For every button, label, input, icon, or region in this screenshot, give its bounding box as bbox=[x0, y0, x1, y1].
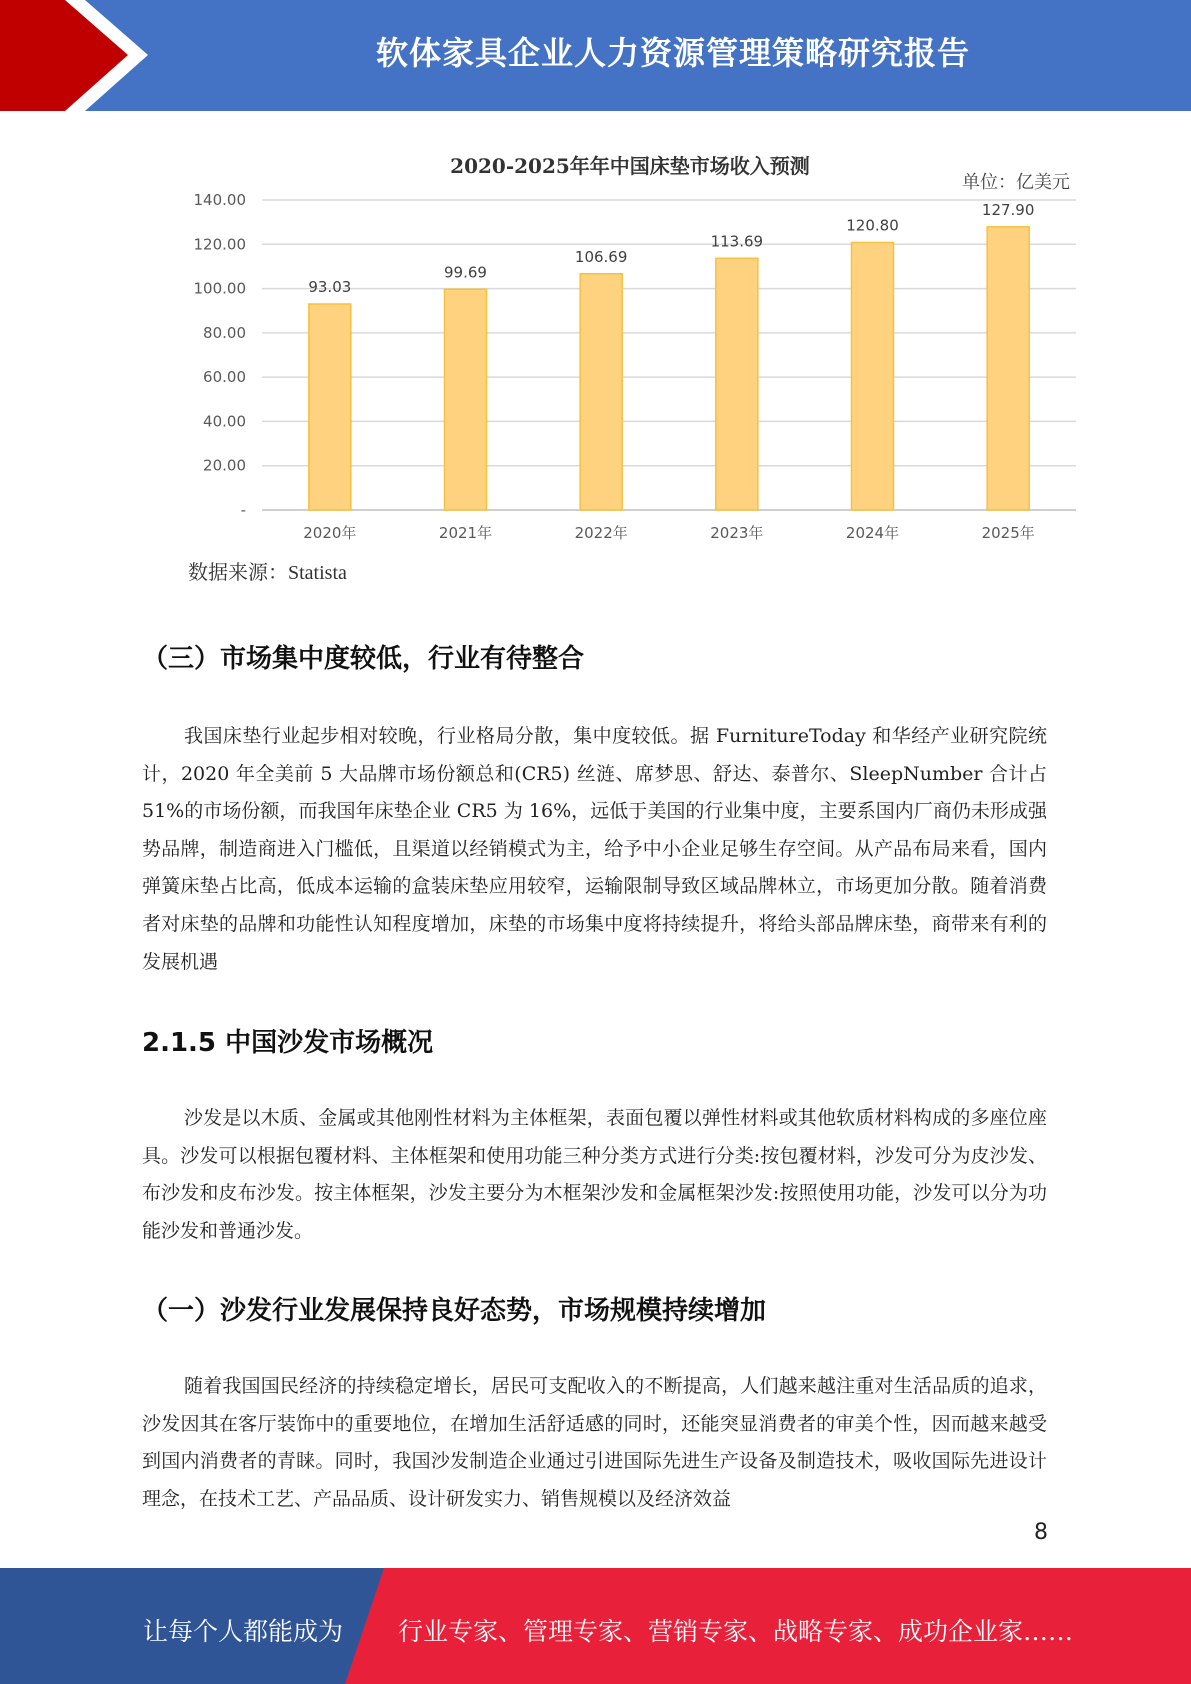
section-heading-sofa-overview: 2.1.5 中国沙发市场概况 bbox=[142, 1028, 434, 1058]
data-source: 数据来源：Statista bbox=[188, 562, 347, 584]
bar bbox=[987, 227, 1029, 510]
page-number: 8 bbox=[1034, 1520, 1048, 1545]
bar bbox=[716, 258, 758, 510]
data-label: 99.69 bbox=[444, 263, 487, 282]
data-label: 127.90 bbox=[981, 200, 1035, 219]
page-header bbox=[0, 0, 1191, 111]
paragraph-sofa-overview: 沙发是以木质、金属或其他刚性材料为主体框架，表面包覆以弹性材料或其他软质材料构成的多座位座具。沙发可以根据包覆材料、主体框架和使用功能三种分类方式进行分类:按包覆材料，沙发可分为皮沙发、布沙发和皮布沙发。按主体框架，沙发主要分为木框架沙发和金属框架沙发:按照使用功能，沙发可以分为功能沙发和普通沙发。 bbox=[142, 1107, 1047, 1242]
section-heading-sofa-industry: （一）沙发行业发展保持良好态势，市场规模持续增加 bbox=[142, 1296, 767, 1326]
x-tick-label: 2025年 bbox=[981, 524, 1035, 542]
report-title: 软体家具企业人力资源管理策略研究报告 bbox=[375, 34, 970, 72]
x-tick-label: 2023年 bbox=[710, 524, 764, 542]
x-tick-label: 2024年 bbox=[845, 524, 900, 542]
bar-chart bbox=[180, 140, 1080, 570]
data-label: 93.03 bbox=[308, 278, 352, 297]
bar bbox=[309, 304, 351, 510]
page-footer bbox=[0, 1568, 1191, 1684]
chart-title: 2020-2025年年中国床垫市场收入预测 bbox=[450, 154, 810, 178]
bar bbox=[445, 289, 487, 510]
y-tick-label: 40.00 bbox=[203, 412, 246, 431]
bar bbox=[852, 243, 894, 510]
x-tick-label: 2021年 bbox=[438, 524, 493, 542]
bar bbox=[580, 274, 622, 510]
paragraph-market-concentration: 我国床垫行业起步相对较晚，行业格局分散，集中度较低。据 FurnitureToday 和华经产业研究院统计，2020 年全美前 5 大品牌市场份额总和(CR5) 丝涟、席梦思、舒达、泰普尔、SleepNumber 合计占 51%的市场份额，而我国年床垫企业 CR5 为 16%，远低于美国的行业集中度，主要系国内厂商仍未形成强势品牌，制造商进入门槛低，且渠道以经销模式为主，给予中小企业足够生存空间。从产品布局来看，国内弹簧床垫占比高，低成本运输的盒装床垫应用较窄，运输限制导致区域品牌林立，市场更加分散。随着消费者对床垫的品牌和功能性认知程度增加，床垫的市场集中度将持续提升，将给头部品牌床垫，商带来有利的发展机遇 bbox=[142, 725, 1047, 973]
chart-plot bbox=[180, 140, 1080, 570]
chart-unit-label: 单位：亿美元 bbox=[962, 172, 1070, 193]
y-tick-label: 140.00 bbox=[193, 191, 246, 209]
section-heading-market-concentration: （三）市场集中度较低，行业有待整合 bbox=[142, 644, 585, 674]
y-tick-label: 120.00 bbox=[193, 235, 246, 254]
y-tick-label: 20.00 bbox=[203, 456, 246, 475]
data-label: 120.80 bbox=[846, 216, 899, 235]
x-tick-label: 2020年 bbox=[303, 524, 357, 542]
paragraph-sofa-industry: 随着我国国民经济的持续稳定增长，居民可支配收入的不断提高，人们越来越注重对生活品质的追求，沙发因其在客厅装饰中的重要地位，在增加生活舒适感的同时，还能突显消费者的审美个性，因而越来越受到国内消费者的青睐。同时，我国沙发制造企业通过引进国际先进生产设备及制造技术，吸收国际先进设计理念，在技术工艺、产品品质、设计研发实力、销售规模以及经济效益 bbox=[142, 1375, 1047, 1510]
data-label: 113.69 bbox=[710, 232, 764, 251]
y-tick-label: 80.00 bbox=[203, 323, 246, 342]
data-label: 106.69 bbox=[574, 247, 628, 266]
y-tick-label: 60.00 bbox=[203, 368, 246, 387]
footer-slogan-left: 让每个人都能成为 bbox=[143, 1617, 344, 1646]
x-tick-label: 2022年 bbox=[574, 524, 628, 542]
y-tick-label: 100.00 bbox=[193, 279, 246, 298]
y-tick-label: - bbox=[240, 501, 246, 519]
footer-slogan-right: 行业专家、管理专家、营销专家、战略专家、成功企业家…… bbox=[398, 1617, 1074, 1646]
